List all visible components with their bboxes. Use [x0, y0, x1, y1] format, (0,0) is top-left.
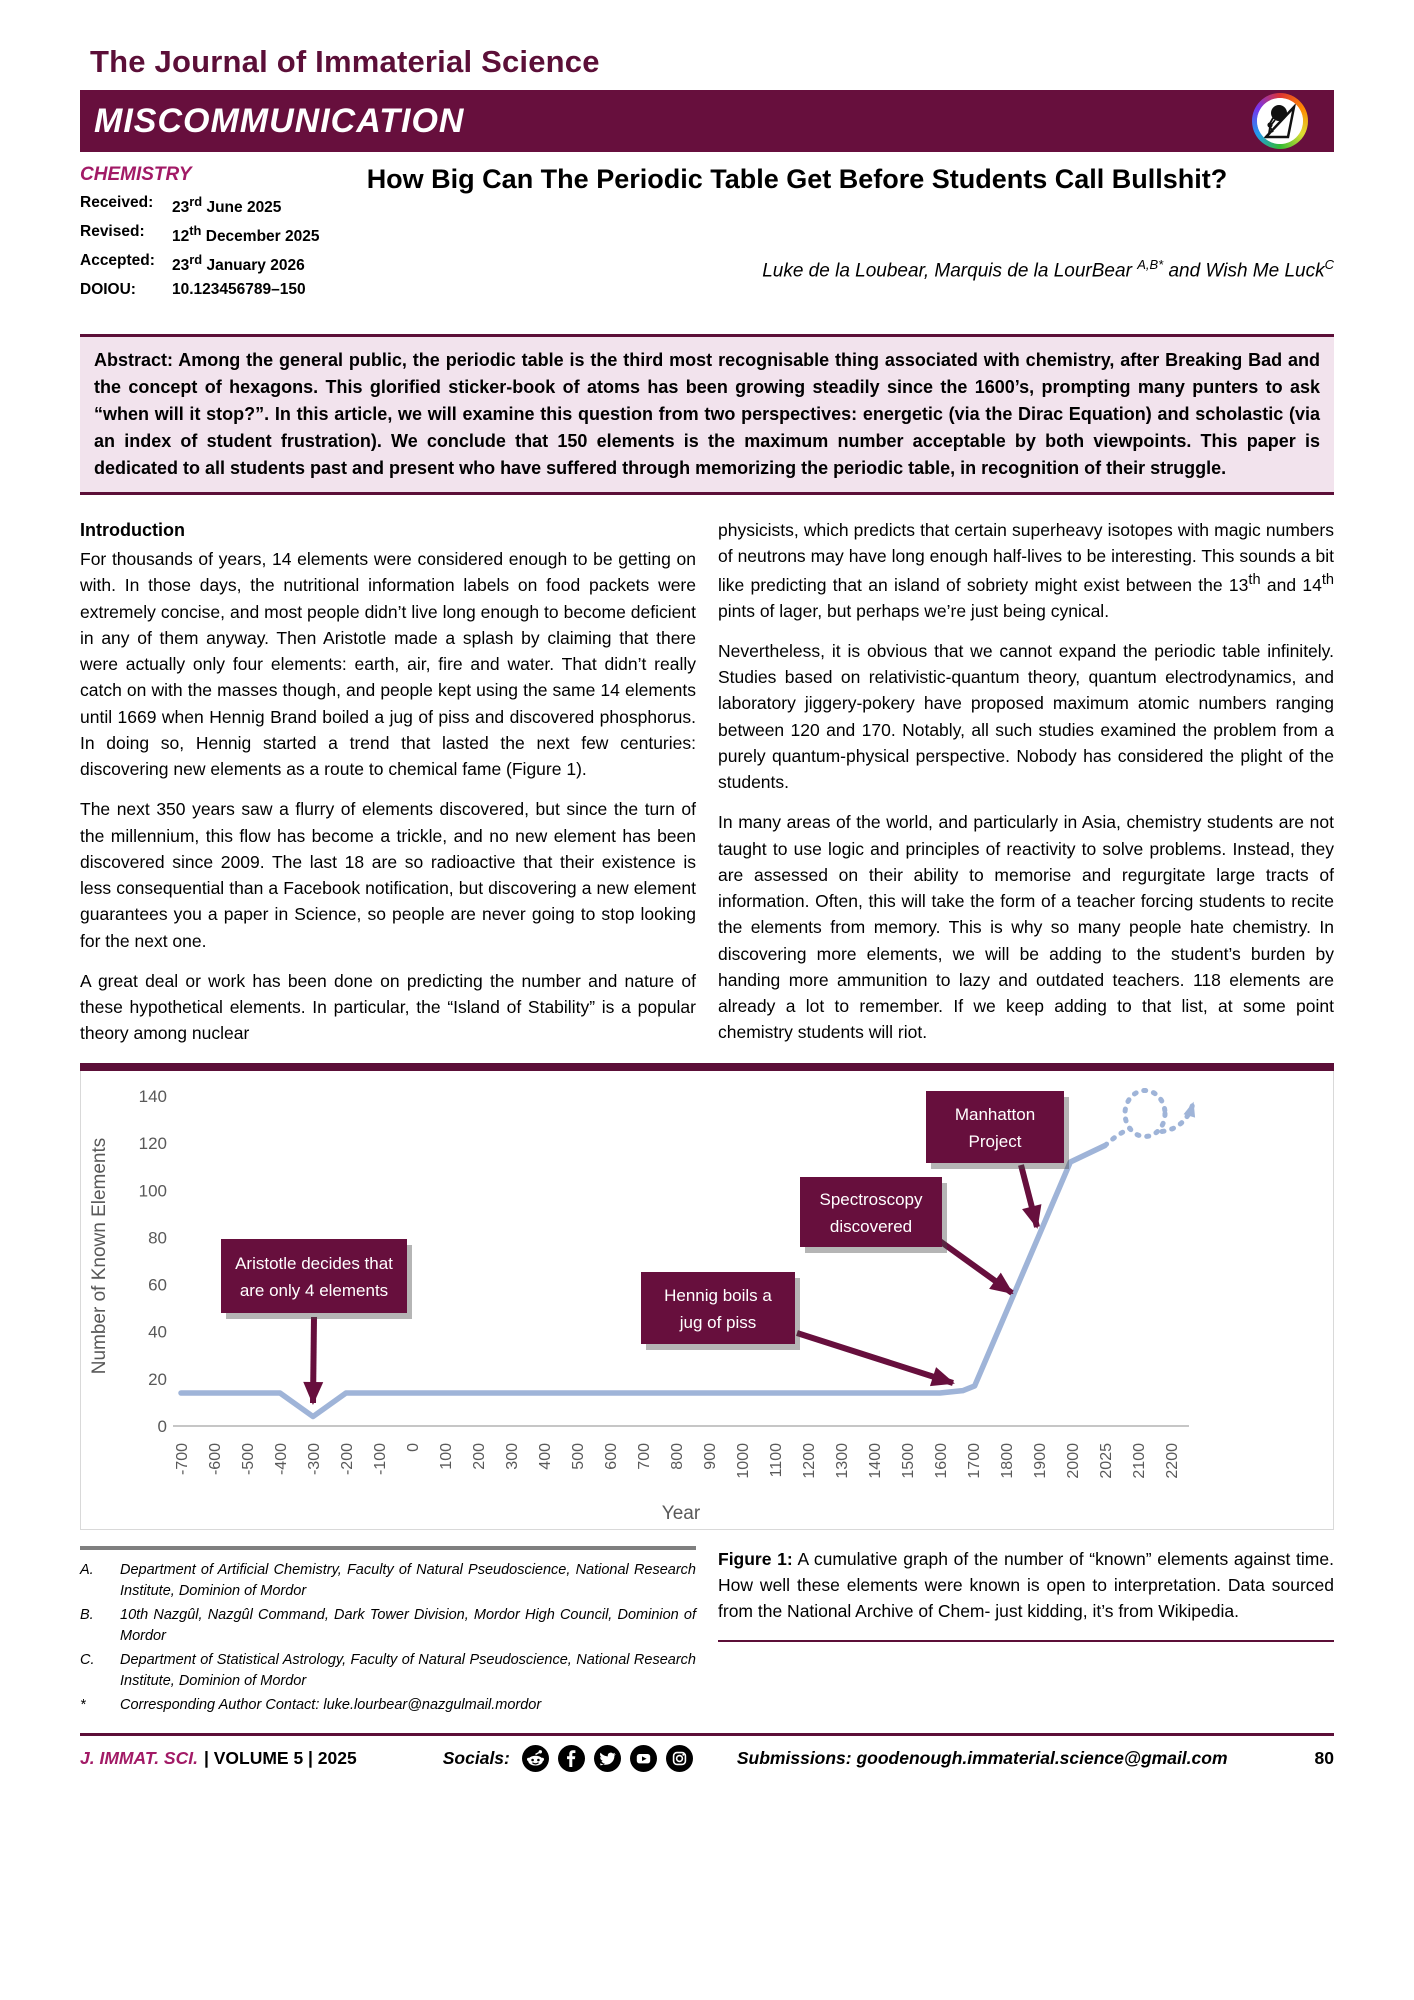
footnote-text: Department of Statistical Astrology, Faculty of Natural Pseudoscience, National Research Institute, Dominion of Mordor	[120, 1651, 696, 1689]
footnote	[80, 1650, 696, 1692]
annotation-box	[800, 1177, 942, 1247]
y-tick-label: 40	[148, 1322, 167, 1342]
figure1-chart	[81, 1071, 1333, 1529]
introduction-heading: Introduction	[80, 520, 185, 540]
paragraph: physicists, which predicts that certain superheavy isotopes with magic numbers of neutrons may have long enough half-lives to be interesting. This sounds a bit like predicting that an island of sobriety might exist between the 13th and 14th pints of lager, but perhaps we’re just being cynical.	[718, 520, 1334, 621]
received-label: Received:	[80, 194, 154, 211]
x-tick-label: -200	[339, 1442, 356, 1475]
x-tick-label: 1500	[900, 1442, 917, 1479]
footnote-text: Department of Artificial Chemistry, Faculty of Natural Pseudoscience, National Research Institute, Dominion of Mordor	[120, 1561, 696, 1599]
authors-mid: and Wish Me Luck	[1163, 260, 1325, 282]
x-tick-label: -400	[273, 1442, 290, 1475]
x-tick-label: 100	[438, 1442, 455, 1470]
footnote-marker: A.	[80, 1561, 94, 1578]
footnote	[80, 1560, 696, 1602]
x-tick-label: 300	[504, 1442, 521, 1470]
x-tick-label: 1000	[735, 1442, 752, 1479]
x-axis-title: Year	[661, 1502, 701, 1524]
x-tick-label: 1700	[966, 1442, 983, 1479]
x-tick-label: 1100	[768, 1442, 785, 1477]
annotation-box	[641, 1272, 795, 1344]
paper-title: How Big Can The Periodic Table Get Before Students Call Bullshit?	[366, 164, 1228, 194]
x-tick-label: 1400	[867, 1442, 884, 1479]
chart-annotation	[800, 1177, 1012, 1293]
paragraph: Nevertheless, it is obvious that we cannot expand the periodic table infinitely. Studies based on relativistic-quantum theory, quantum electrodynamics, and laboratory jiggery-pokery have proposed maximum atomic numbers ranging between 120 and 170. Notably, all such studies examined the problem from a purely quantum-physical perspective. Nobody has considered the plight of the students.	[718, 640, 1334, 793]
sisyphus-pen-icon	[1257, 98, 1303, 144]
x-tick-label: -300	[306, 1442, 323, 1475]
x-tick-label: -600	[207, 1442, 224, 1475]
body-columns	[80, 517, 1334, 1061]
x-tick-label: 1900	[1032, 1442, 1049, 1479]
annotation-box	[221, 1239, 407, 1313]
figure1-block	[80, 1063, 1334, 1530]
instagram-icon[interactable]	[666, 1745, 693, 1772]
y-tick-label: 60	[148, 1275, 167, 1295]
bottom-row	[80, 1546, 1334, 1719]
doiou-label: DOIOU:	[80, 281, 136, 299]
x-tick-label: 900	[702, 1442, 719, 1470]
meta-grid	[80, 194, 360, 299]
footnote	[80, 1605, 696, 1647]
annotation-box	[926, 1091, 1064, 1163]
figure1-caption-label: Figure 1:	[718, 1548, 793, 1569]
x-tick-label: 400	[537, 1442, 554, 1470]
x-tick-label: 1300	[834, 1442, 851, 1479]
x-tick-label: -500	[240, 1442, 257, 1475]
authors-affil-sup2: C	[1324, 257, 1334, 272]
journal-abbrev: J. IMMAT. SCI.	[80, 1747, 198, 1768]
annotation-text: Manhatton	[954, 1104, 1036, 1124]
paragraph: The next 350 years saw a flurry of elements discovered, but since the turn of the millennium, this flow has become a trickle, and no new element has been discovered since 2009. The last 18 are so radioactive that their existence is less consequential than a Facebook notification, but discovering a new element guarantees you a paper in Science, so people are never going to stop looking for the next one.	[80, 799, 696, 951]
journal-title: The Journal of Immaterial Science	[90, 44, 600, 79]
accepted-value: 23rd January 2026	[172, 252, 305, 275]
y-tick-label: 120	[138, 1133, 167, 1153]
x-tick-label: 500	[570, 1442, 587, 1470]
youtube-icon[interactable]	[630, 1745, 657, 1772]
authors-main: Luke de la Loubear, Marquis de la LourBear	[762, 260, 1132, 282]
page-number: 80	[1314, 1747, 1334, 1768]
revised-label: Revised:	[80, 223, 145, 241]
y-axis-title: Number of Known Elements	[89, 1137, 110, 1374]
annotation-text: jug of piss	[679, 1312, 757, 1332]
footnote-text: 10th Nazgûl, Nazgûl Command, Dark Tower Division, Mordor High Council, Dominion of Mordor	[120, 1606, 696, 1644]
facebook-icon[interactable]	[558, 1745, 585, 1772]
projection-dotted-line	[1125, 1090, 1165, 1136]
annotation-text: Spectroscopy	[819, 1189, 923, 1209]
footnote	[80, 1695, 696, 1716]
page	[0, 44, 1414, 1772]
y-tick-label: 0	[157, 1416, 167, 1436]
x-tick-label: -100	[372, 1442, 389, 1475]
x-tick-label: 2100	[1131, 1442, 1148, 1479]
annotation-arrow	[937, 1239, 1012, 1293]
annotation-text: discovered	[829, 1216, 913, 1236]
projection-dotted-line	[1162, 1103, 1193, 1131]
socials-group	[443, 1745, 693, 1772]
x-tick-label: 1200	[801, 1442, 818, 1479]
corresponding-author-contact[interactable]: Corresponding Author Contact: luke.lourbear@nazgulmail.mordor	[120, 1696, 542, 1713]
accepted-label: Accepted:	[80, 252, 155, 270]
footnote-marker: *	[80, 1696, 86, 1713]
x-tick-label: 1800	[999, 1442, 1016, 1479]
annotation-text: Hennig boils a	[664, 1285, 772, 1305]
volume-year: | VOLUME 5 | 2025	[203, 1747, 357, 1768]
head-row	[80, 164, 1334, 334]
paragraph: A great deal or work has been done on predicting the number and nature of these hypothetical elements. In particular, the “Island of Stability” is a popular theory among nuclear	[80, 970, 696, 1044]
figure1-chart-frame	[80, 1071, 1334, 1530]
right-column	[718, 517, 1334, 1061]
figure-top-rule	[80, 1063, 1334, 1071]
annotation-arrow	[797, 1333, 953, 1383]
paragraph: In many areas of the world, and particularly in Asia, chemistry students are not taught to use logic and principles of reactivity to solve problems. Instead, they are assessed on their ability to memorise and regurgitate large tracts of information. Often, this will take the form of a teacher forcing students to recite the elements from memory. This is why so many people hate chemistry. In discovering more elements, we will be adding to the student’s burden by handing more ammunition to lazy and outdated teachers. 118 elements are already a lot to remember. If we keep adding to that list, at some point chemistry students will riot.	[718, 812, 1334, 1043]
x-tick-label: 2200	[1164, 1442, 1181, 1479]
x-tick-label: 2000	[1065, 1442, 1082, 1479]
section-banner-label: MISCOMMUNICATION	[94, 101, 465, 140]
footnote-marker: C.	[80, 1651, 95, 1668]
page-footer	[80, 1733, 1334, 1772]
doiou-value: 10.123456789–150	[172, 281, 306, 299]
figure1-caption-text: A cumulative graph of the number of “known” elements against time. How well these elements were known is open to interpretation. Data sourced from the National Archive of Chem- just kidding, it’s from Wikipedia.	[718, 1548, 1334, 1621]
received-value: 23rd June 2025	[172, 194, 282, 217]
section-banner	[80, 90, 1334, 152]
category-label: CHEMISTRY	[80, 164, 192, 185]
abstract-block: Abstract: Among the general public, the periodic table is the third most recognisable thing associated with chemistry, after Breaking Bad and the concept of hexagons. This glorified sticker-book of atoms has been growing steadily since the 1600’s, prompting many punters to ask “when will it stop?”. In this article, we will examine this question from two perspectives: energetic (via the Dirac Equation) and scholastic (via an index of student frustration). We conclude that 150 elements is the maximum number acceptable by both viewpoints. This paper is dedicated to all students past and present who have suffered through memorizing the periodic table, in recognition of their struggle.	[80, 334, 1334, 495]
caption-bottom-rule	[718, 1640, 1334, 1642]
annotation-arrow	[313, 1317, 314, 1403]
y-tick-label: 20	[148, 1369, 167, 1389]
submissions-email[interactable]: Submissions: goodenough.immaterial.science@gmail.com	[736, 1747, 1228, 1768]
y-tick-label: 100	[138, 1180, 167, 1200]
footnote-marker: B.	[80, 1606, 94, 1623]
left-column	[80, 517, 696, 1061]
figure1-caption	[718, 1546, 1334, 1719]
x-tick-label: 1600	[933, 1442, 950, 1479]
reddit-icon[interactable]	[522, 1745, 549, 1772]
x-tick-label: 200	[471, 1442, 488, 1470]
annotation-text: Project	[968, 1131, 1022, 1151]
x-tick-label: 700	[636, 1442, 653, 1470]
article-meta	[80, 164, 360, 299]
y-tick-label: 140	[138, 1086, 167, 1106]
chart-annotation	[221, 1239, 412, 1403]
annotation-text: are only 4 elements	[239, 1280, 389, 1300]
x-tick-label: 600	[603, 1442, 620, 1470]
chart-annotation	[926, 1091, 1069, 1227]
x-tick-label: 800	[669, 1442, 686, 1470]
y-tick-label: 80	[148, 1227, 167, 1247]
socials-label: Socials:	[442, 1747, 510, 1768]
x-tick-label: 2025	[1098, 1442, 1115, 1479]
x-tick-label: 0	[405, 1442, 422, 1452]
paragraph: For thousands of years, 14 elements were considered enough to be getting on with. In those days, the nutritional information labels on food packets were extremely concise, and most people didn’t live long enough to become deficient in any of them anyway. Then Aristotle made a splash by claiming that there were actually only four elements: earth, air, fire and water. That didn’t really catch on with the masses though, and people kept using the same 14 elements until 1669 when Hennig Brand boiled a jug of piss and discovered phosphorus. In doing so, Hennig started a trend that lasted the next few centuries: discovering new elements as a route to chemical fame (Figure 1).	[80, 549, 696, 779]
authors-affil-sup1: A,B*	[1137, 257, 1164, 272]
projection-dotted-line	[1105, 1128, 1130, 1145]
twitter-icon[interactable]	[594, 1745, 621, 1772]
journal-logo-icon	[1252, 93, 1308, 149]
chart-annotation	[641, 1272, 953, 1383]
footnotes	[80, 1546, 696, 1719]
x-tick-label: -700	[174, 1442, 191, 1475]
annotation-arrow	[1021, 1165, 1037, 1227]
revised-value: 12th December 2025	[172, 223, 320, 246]
annotation-text: Aristotle decides that	[235, 1253, 393, 1273]
